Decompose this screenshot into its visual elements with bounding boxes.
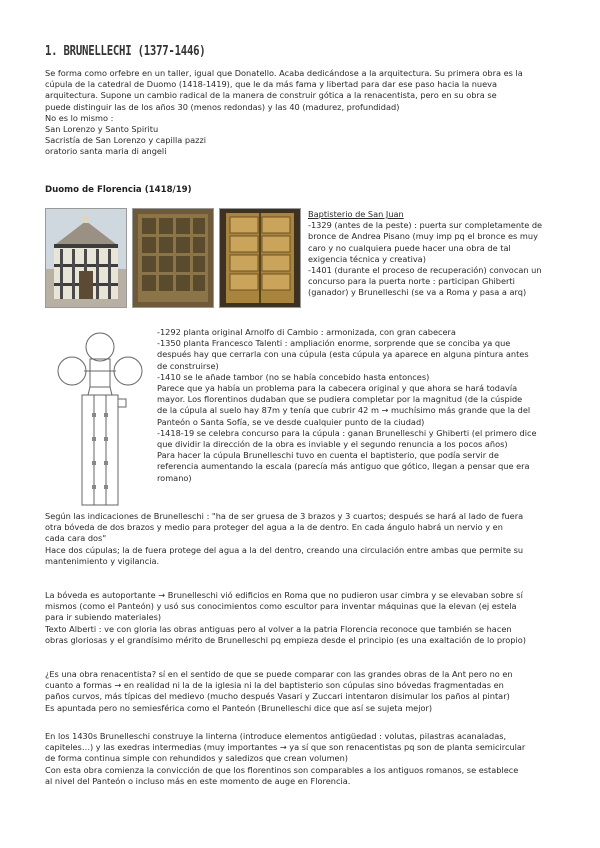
text-line: cuanto a formas → en realidad ni la de la iglesia ni la del baptisterio son cúpulas sino bóvedas fragmentadas en xyxy=(45,680,504,691)
text-line: Texto Alberti : ve con gloria las obras antiguas pero al volver a la patria Florencia reconoce que también se hacen xyxy=(45,623,512,634)
text-line: capiteles…) y las exedras intermedias (muy importantes → ya sí que son renacentistas pq son de planta semicircular xyxy=(45,742,526,753)
text-line: oratorio santa maria di angeli xyxy=(45,146,167,157)
text-line: Se forma como orfebre en un taller, igual que Donatello. Acaba dedicándose a la arquitectura. Su primera obra es la xyxy=(45,68,523,78)
text-line: En los 1430s Brunelleschi construye la linterna (introduce elementos antigüedad : volutas, pilastras acanaladas, xyxy=(45,731,507,741)
text-line: de construirse) xyxy=(157,360,219,371)
text-line: ¿Es una obra renacentista? sí en el sentido de que se puede comparar con las grandes obras de la Ant pero no en xyxy=(45,669,513,679)
cathedral-plan-drawing xyxy=(50,325,150,510)
text-line: obras gloriosas y el grandísimo mérito de Brunelleschi pq empieza desde el principio (es una exaltación de lo propio) xyxy=(45,634,526,645)
north-door-photo xyxy=(132,208,214,308)
text-line: San Lorenzo y Santo Spiritu xyxy=(45,124,159,135)
text-line: Hace dos cúpulas; la de fuera protege del agua a la del dentro, creando una circulación entre ambas que permite su xyxy=(45,544,524,555)
body-paragraph-1 xyxy=(45,511,560,567)
text-line: exigencia técnica y creativa) xyxy=(308,253,426,264)
baptisterio-text xyxy=(308,209,558,299)
baptisterio-title: Baptisterio de San Juan xyxy=(308,209,404,219)
text-line: mismos (como el Panteón) y usó sus conocimientos como escultor para inventar máquinas que la elevan (ej estela xyxy=(45,601,517,612)
text-line: La bóveda es autoportante → Brunelleschi vió edificios en Roma que no pudieron usar cimbra y se elevaban sobre sí xyxy=(45,590,523,600)
intro-text xyxy=(45,68,560,158)
text-line: romano) xyxy=(157,472,192,483)
text-line: -1329 (antes de la peste) : puerta sur completamente de xyxy=(308,220,543,231)
text-line: No es lo mismo : xyxy=(45,112,114,123)
text-line: Para hacer la cúpula Brunelleschi tuvo en cuenta el baptisterio, que podía servir de xyxy=(157,450,499,461)
text-line: al nivel del Panteón o incluso más en este momento de auge en Florencia. xyxy=(45,775,351,786)
text-line: después hay que cerrarla con una cúpula (esta cúpula ya aparece en alguna pintura antes xyxy=(157,349,529,360)
text-line: -1292 planta original Arnolfo di Cambio : armonizada, con gran cabecera xyxy=(157,327,456,337)
text-line: Según las indicaciones de Brunelleschi : "ha de ser gruesa de 3 brazos y 3 cuartos; después se hará al lado de fuera xyxy=(45,511,524,521)
text-line: para ir subiendo materiales) xyxy=(45,612,162,623)
text-line: puede distinguir las de los años 30 (menos redondas) y las 40 (madurez, profundidad) xyxy=(45,101,400,112)
body-paragraph-4 xyxy=(45,731,560,787)
text-line: -1410 se le añade tambor (no se había concebido hasta entonces) xyxy=(157,371,430,382)
text-line: de forma continua simple con rehundidos y saledizos que crean volumen) xyxy=(45,753,348,764)
text-line: que dividir la dirección de la obra es inviable y el segundo renuncia a los pocos años) xyxy=(157,439,508,450)
text-line: Panteón o Santa Sofía, se ve desde cualquier punto de la ciudad) xyxy=(157,416,425,427)
text-line: Es apuntada pero no semiesférica como el Panteón (Brunelleschi dice que así se sujeta mejor) xyxy=(45,702,433,713)
text-line: concurso para la puerta norte : participan Ghiberti xyxy=(308,276,515,287)
text-line: -1401 (durante el proceso de recuperación) convocan un xyxy=(308,265,542,276)
paradise-door-photo xyxy=(219,208,301,308)
text-line: -1350 planta Francesco Talenti : ampliación enorme, sorprende que se conciba ya que xyxy=(157,338,511,349)
text-line: (ganador) y Brunelleschi (se va a Roma y pasa a arq) xyxy=(308,287,527,298)
text-line: cúpula de la catedral de Duomo (1418-1419), que le da más fama y libertad para dar ese paso hacia la nueva xyxy=(45,79,498,90)
body-paragraph-2 xyxy=(45,590,560,646)
text-line: de la cúpula al suelo hay 87m y tenía que cubrir 42 m → muchísimo más grande que la del xyxy=(157,405,531,416)
text-line: -1418-19 se celebra concurso para la cúpula : ganan Brunelleschi y Ghiberti (el primero dice xyxy=(157,427,537,438)
baptistery-photo xyxy=(45,208,127,308)
section-heading: Duomo de Florencia (1418/19) xyxy=(45,185,192,195)
page-title: 1. BRUNELLECHI (1377-1446) xyxy=(45,44,206,59)
text-line: Sacristía de San Lorenzo y capilla pazzi xyxy=(45,135,207,146)
text-line: Con esta obra comienza la convicción de que los florentinos son comparables a los antiguos romanos, se establece xyxy=(45,764,519,775)
body-paragraph-3 xyxy=(45,669,560,714)
text-line: mantenimiento y vigilancia. xyxy=(45,555,160,566)
text-line: referencia aumentando la escala (parecía más antiguo que gótico, llegan a pensar que era xyxy=(157,461,530,472)
text-line: otra bóveda de dos brazos y medio para proteger del agua a la de dentro. En cada ángulo habrá un nervio y en xyxy=(45,522,503,533)
text-line: arquitectura. Supone un cambio radical de la manera de construir gótica a la renacentista, pero en su obra se xyxy=(45,90,497,101)
text-line: mayor. Los florentinos dudaban que se pudiera completar por la magnitud (de la cúspide xyxy=(157,394,523,405)
text-line: caro y no cualquiera puede hacer una obra de tal xyxy=(308,242,511,253)
text-line: paños curvos, más típicas del medievo (mucho después Vasari y Zuccari intentaron disimular los paños al pintar) xyxy=(45,691,510,702)
text-line: cada cara dos" xyxy=(45,533,107,544)
text-line: bronce de Andrea Pisano (muy imp pq el bronce es muy xyxy=(308,231,538,242)
text-line: Parece que ya había un problema para la cabecera original y que ahora se hará todavía xyxy=(157,383,518,394)
plan-text xyxy=(157,327,562,484)
